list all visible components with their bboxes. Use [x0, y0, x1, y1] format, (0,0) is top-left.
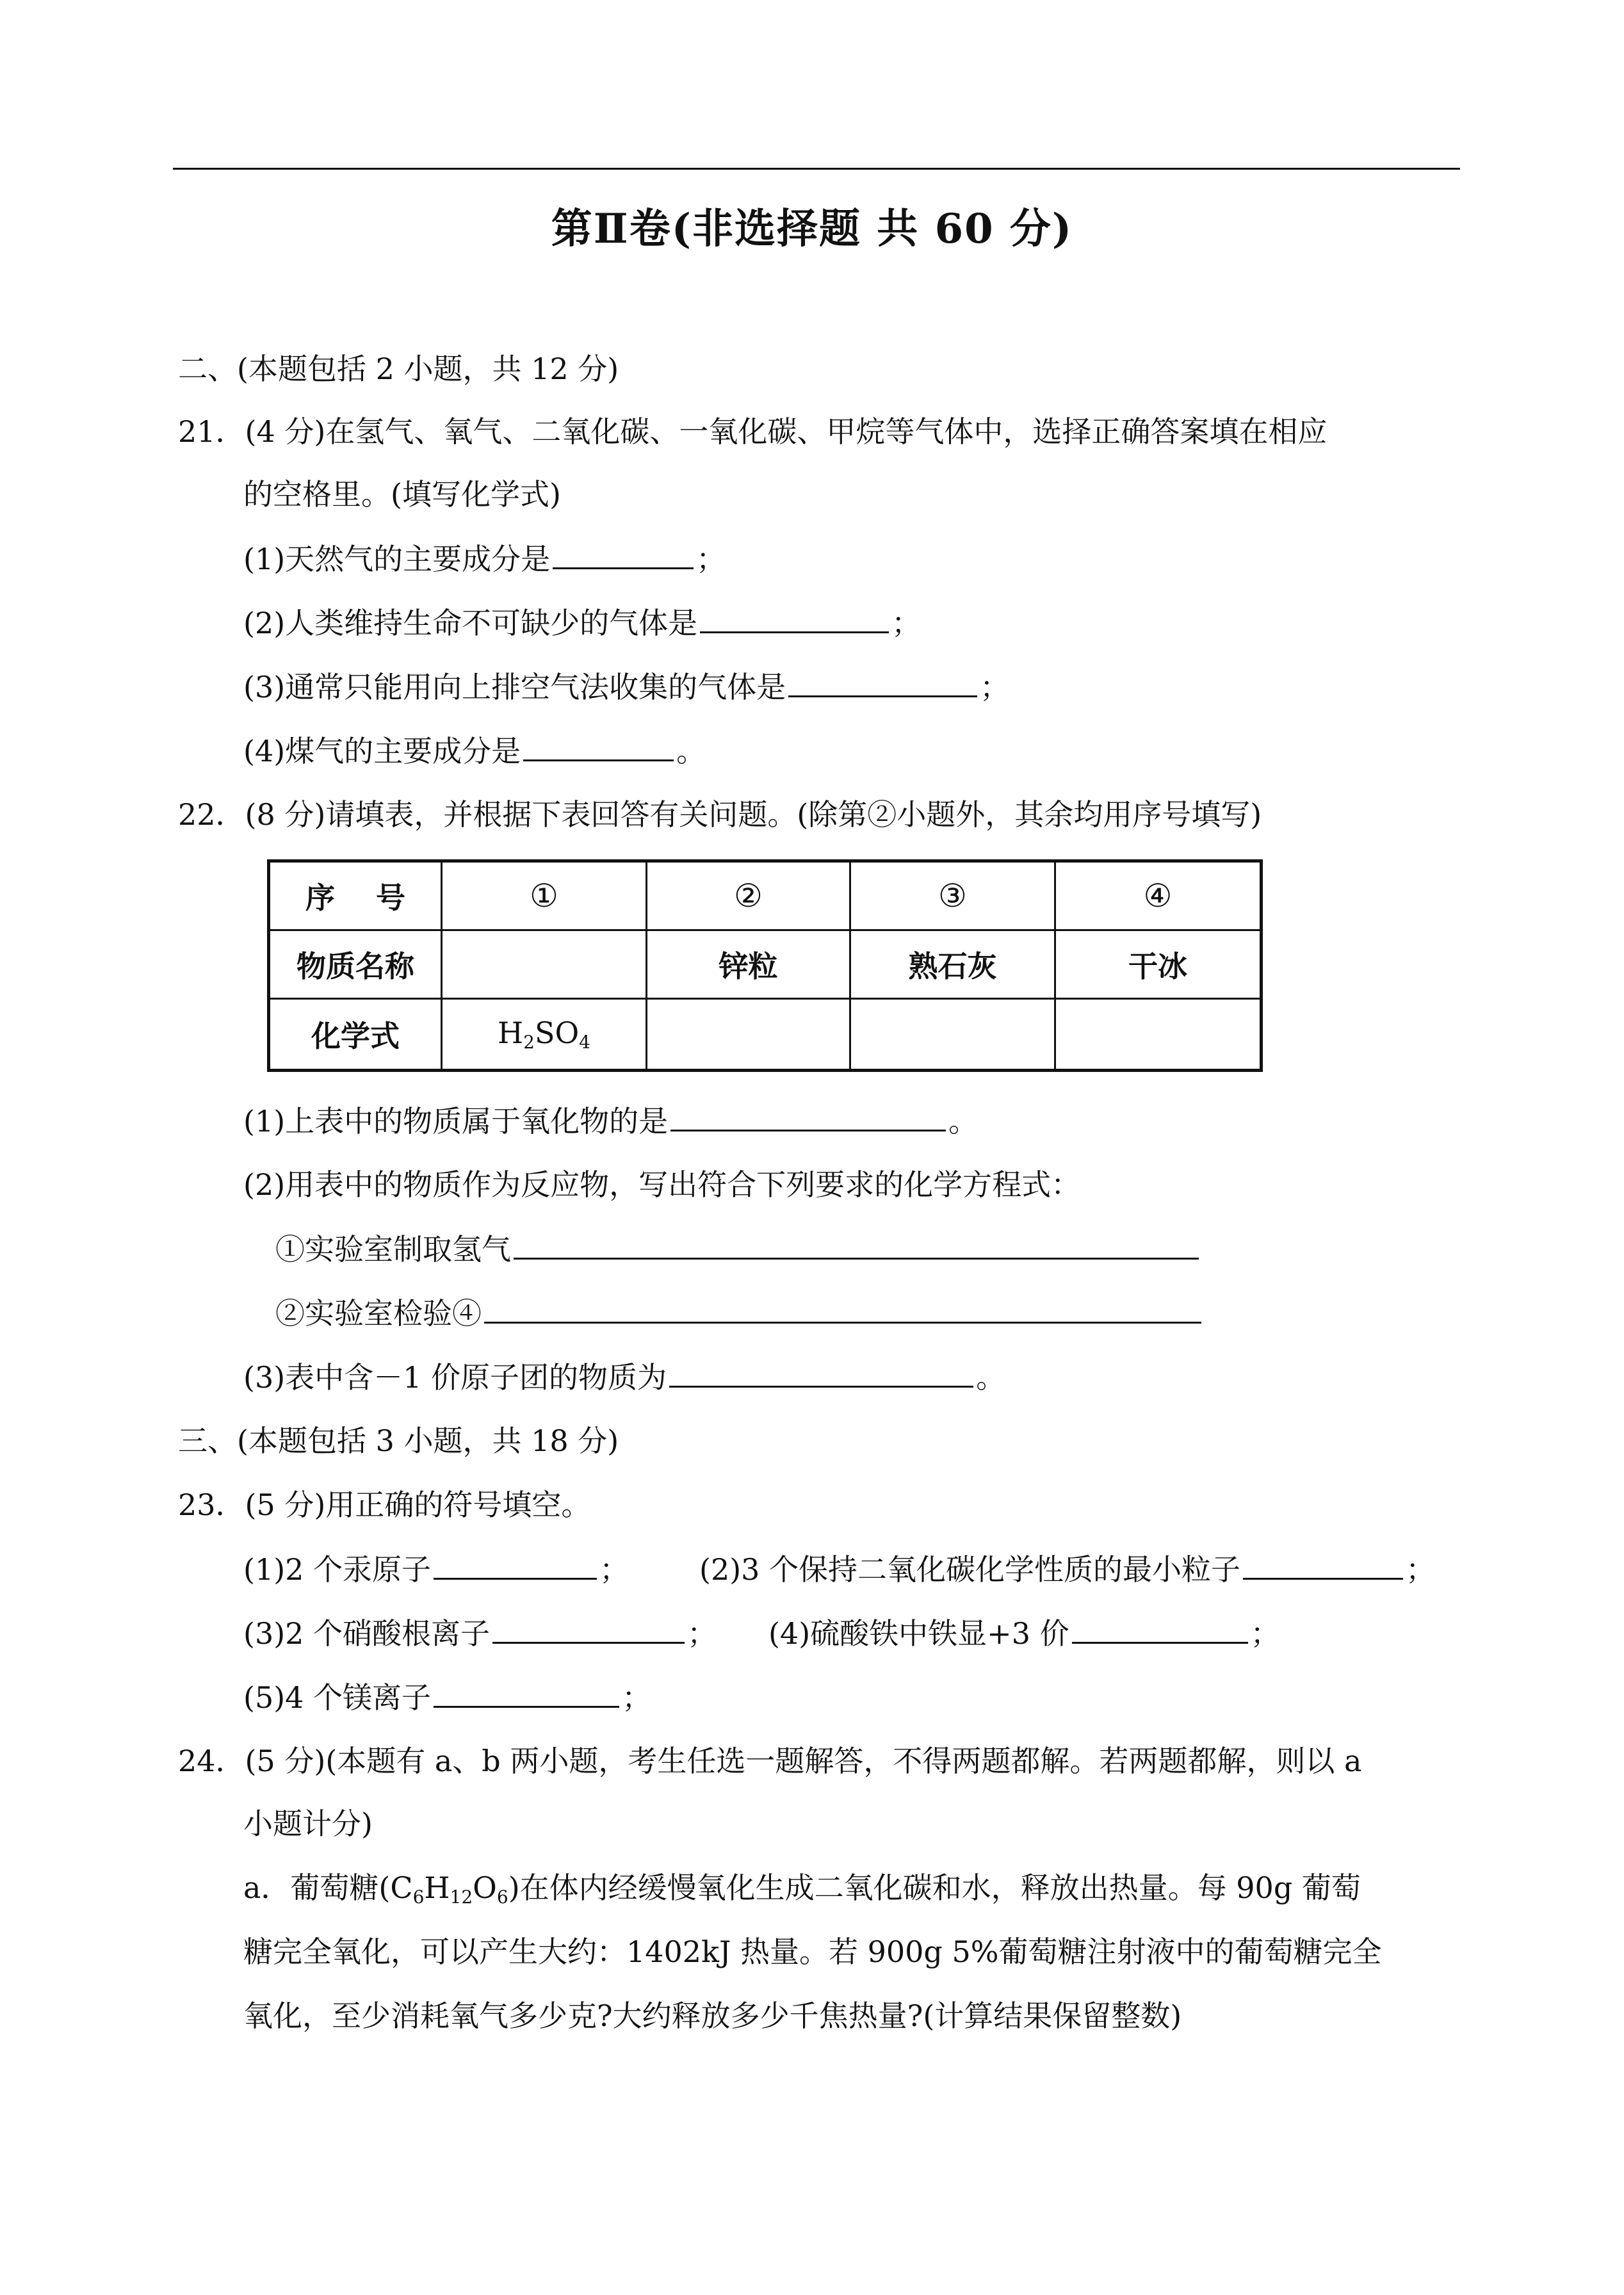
q24-sub-c6: 6 [412, 1886, 425, 1908]
q24-sub-h12: 12 [450, 1886, 473, 1908]
header-rule [173, 168, 1460, 170]
q23-part5 [243, 1678, 651, 1717]
section-3-heading: 三、(本题包括 3 小题，共 18 分) [178, 1423, 619, 1458]
table-label-name: 物质名称 [269, 930, 442, 999]
formula-h: H [497, 1016, 524, 1051]
table-cell-formula-4[interactable] [1055, 999, 1262, 1071]
q23-part2-end: ； [1406, 1552, 1436, 1587]
q22-part2a [275, 1229, 1201, 1269]
page-title: 第Ⅱ卷(非选择题 共 60 分) [551, 205, 1073, 253]
q23-part4 [768, 1614, 1280, 1653]
q21-part4-text: (4)煤气的主要成分是 [243, 734, 521, 768]
substance-table [267, 859, 1263, 1072]
q22-part1-text: (1)上表中的物质属于氧化物的是 [243, 1104, 669, 1139]
q22-part1 [243, 1101, 978, 1140]
table-cell-name-4: 干冰 [1055, 930, 1262, 999]
q24-sub-o6: 6 [496, 1886, 508, 1908]
q21-stem-line2: 的空格里。(填写化学式) [243, 477, 561, 512]
q23-part1 [243, 1550, 629, 1589]
q23-part2-blank[interactable] [1243, 1550, 1403, 1580]
q22-part2b-text: ②实验室检验④ [275, 1296, 482, 1331]
q24-a-suffix: )在体内经缓慢氧化生成二氧化碳和水，释放出热量。每 90g 葡萄 [508, 1870, 1361, 1905]
q21-part2-text: (2)人类维持生命不可缺少的气体是 [243, 606, 698, 640]
q21-part3-end: ； [980, 670, 1010, 704]
q24-a-prefix: a．葡萄糖(C [243, 1870, 413, 1905]
q21-part3 [243, 667, 1009, 706]
q22-part2b [275, 1293, 1204, 1333]
q23-part4-blank[interactable] [1072, 1614, 1248, 1644]
q21-part1-end: ； [696, 542, 726, 576]
q22-part1-blank[interactable] [670, 1101, 946, 1131]
q23-part1-end: ； [599, 1552, 629, 1587]
table-cell-name-3: 熟石灰 [850, 930, 1055, 999]
formula-so: SO [534, 1016, 580, 1051]
q23-part2 [699, 1550, 1435, 1589]
q23-part1-blank[interactable] [434, 1550, 597, 1580]
q24-stem-line2: 小题计分) [243, 1806, 373, 1841]
q24-a-line3: 氧化，至少消耗氧气多少克?大约释放多少千焦热量?(计算结果保留整数) [243, 1999, 1182, 2033]
formula-sub-2: 2 [523, 1032, 535, 1053]
q21-part4-end: 。 [676, 734, 706, 768]
section-2-heading: 二、(本题包括 2 小题，共 12 分) [178, 352, 619, 386]
q21-part1-text: (1)天然气的主要成分是 [243, 542, 551, 576]
table-row-header [269, 861, 1262, 930]
q21-part2-blank[interactable] [700, 603, 889, 633]
table-cell-name-1[interactable] [442, 930, 647, 999]
q21-part4-blank[interactable] [523, 731, 674, 761]
table-header-serial: 序 号 [269, 861, 442, 930]
table-header-2: ② [647, 861, 850, 930]
q24-o: O [473, 1870, 497, 1905]
table-header-4: ④ [1055, 861, 1262, 930]
table-cell-formula-3[interactable] [850, 999, 1055, 1071]
q22-part3-blank[interactable] [669, 1358, 973, 1388]
table-header-3: ③ [850, 861, 1055, 930]
table-cell-formula-2[interactable] [647, 999, 850, 1071]
q21-part4 [243, 731, 706, 770]
q22-part3 [243, 1358, 1005, 1397]
q22-part3-text: (3)表中含－1 价原子团的物质为 [243, 1360, 667, 1395]
q23-part5-text: (5)4 个镁离子 [243, 1680, 432, 1715]
q24-a-line1 [243, 1869, 1361, 1917]
q23-part3-text: (3)2 个硝酸根离子 [243, 1616, 491, 1651]
q23-part1-text: (1)2 个汞原子 [243, 1552, 432, 1587]
table-row-name [269, 930, 1262, 999]
q22-part3-end: 。 [976, 1360, 1006, 1395]
q22-part1-end: 。 [948, 1104, 978, 1139]
q22-part2: (2)用表中的物质作为反应物，写出符合下列要求的化学方程式： [243, 1167, 1081, 1202]
q21-part1-blank[interactable] [553, 539, 694, 569]
q21-part3-blank[interactable] [788, 667, 977, 697]
table-row-formula [269, 999, 1262, 1071]
q21-stem-line1: 21．(4 分)在氢气、氧气、二氧化碳、一氧化碳、甲烷等气体中，选择正确答案填在相应 [178, 414, 1328, 449]
q21-part2 [243, 603, 921, 642]
table-label-formula: 化学式 [269, 999, 442, 1071]
q24-stem-line1: 24．(5 分)(本题有 a、b 两小题，考生任选一题解答，不得两题都解。若两题都解，则以 a [178, 1744, 1362, 1778]
formula-sub-4: 4 [579, 1032, 590, 1053]
q22-part2a-blank[interactable] [514, 1229, 1199, 1260]
q22-stem: 22．(8 分)请填表，并根据下表回答有关问题。(除第②小题外，其余均用序号填写) [178, 797, 1262, 832]
q24-h: H [424, 1870, 450, 1905]
table-cell-name-2: 锌粒 [647, 930, 850, 999]
q23-part4-end: ； [1250, 1616, 1280, 1651]
q23-part5-blank[interactable] [434, 1678, 619, 1708]
q22-part2b-blank[interactable] [484, 1293, 1201, 1324]
q23-part3 [243, 1614, 717, 1653]
q21-part3-text: (3)通常只能用向上排空气法收集的气体是 [243, 670, 786, 704]
table-header-1: ① [442, 861, 647, 930]
q23-part3-blank[interactable] [492, 1614, 685, 1644]
q23-stem: 23．(5 分)用正确的符号填空。 [178, 1488, 591, 1522]
q21-part2-end: ； [891, 606, 922, 640]
q23-part2-text: (2)3 个保持二氧化碳化学性质的最小粒子 [699, 1552, 1241, 1587]
q23-part3-end: ； [687, 1616, 717, 1651]
q24-a-line2: 糖完全氧化，可以产生大约：1402kJ 热量。若 900g 5%葡萄糖注射液中的葡萄糖完全 [243, 1934, 1382, 1969]
q23-part4-text: (4)硫酸铁中铁显+3 价 [768, 1616, 1069, 1651]
q23-part5-end: ； [622, 1680, 652, 1715]
q22-part2a-text: ①实验室制取氢气 [275, 1232, 511, 1267]
q21-part1 [243, 539, 726, 578]
table-cell-formula-1 [442, 999, 647, 1071]
